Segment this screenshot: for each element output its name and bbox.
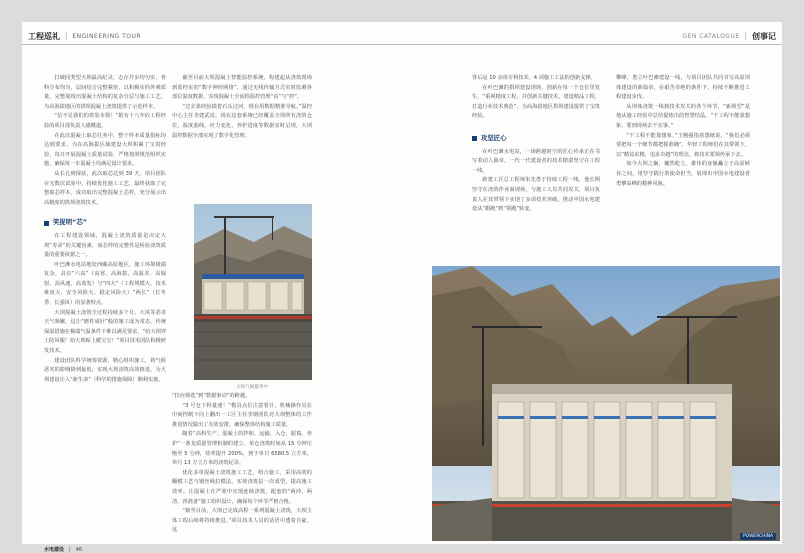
header-separator: | bbox=[65, 32, 68, 40]
left-header-title: 工程巡礼 bbox=[28, 31, 60, 41]
dam-panorama-illustration bbox=[432, 266, 780, 541]
right-column-1 bbox=[472, 74, 600, 282]
dam-crane-photo bbox=[194, 204, 312, 380]
paragraph: 在工程建设领域，混凝土浇筑质量是决定大坝“寿命”的关键因素，而芯样的完整性是检验浇筑质量的重要依据之一。 bbox=[44, 232, 166, 259]
left-header-subtitle: ENGINEERING TOUR bbox=[72, 32, 142, 40]
paragraph: “过去靠经验摸着石头过河，现在用数据精准导航。”温控中心主任李建武说，现在这套系统已经覆盖全坝所有浇筑仓位，温度曲线、应力变化、养护进度等数据实时呈现，大坝温控数据全部实现了数字化管理。 bbox=[172, 103, 312, 139]
paragraph: “3 号仓下料量速！”模具点位注意着日，机械操作员在中间控制下向上翻出一工区主任李钢团队对大坝整体的工作推进情况做出了有效安排，确保整体结构施工质量。 bbox=[172, 402, 312, 428]
section-square-icon bbox=[44, 221, 49, 226]
section-heading-2 bbox=[472, 134, 600, 144]
section-title: 攻坚匠心 bbox=[481, 133, 507, 142]
paragraph: “截至目前，大坝已完成高程一系列混凝土浇筑，大坝主体工程后续将持续推进。”项目技术人员的话语中透着自豪，这 bbox=[172, 508, 312, 534]
paragraph: “拉应筛选”到“数据驱动”的跨越。 bbox=[172, 393, 251, 399]
footer-brand: 水电建设 bbox=[44, 547, 65, 553]
left-column-1 bbox=[44, 74, 166, 542]
paragraph: 在叶巴滩水电站，一场跨越时空的匠心传承正在书写着动人篇章，一代一代建设者的技术精湛坚守在工程一线。 bbox=[472, 148, 600, 174]
paragraph: 截至目前大坝混凝土智能温控系统，构建起从浇筑现场到监控室的“数字神经网络”，通过无线传输方式实时监测各部位温度数据，实现混凝土全流程温控管理“看”与“控”。 bbox=[172, 75, 312, 101]
section-heading-1 bbox=[44, 218, 166, 228]
header-separator: | bbox=[744, 32, 747, 40]
paragraph: 从坝体浇筑一线到技术攻关的各个环节，“新坝型”是他从施工经验中总结提炼出的智慧结晶，“干工程不能靠想象，要到现场去干实事。” bbox=[616, 103, 750, 129]
footer-page-number: 46 bbox=[75, 546, 83, 553]
right-column-2 bbox=[616, 74, 750, 282]
footer-separator: | bbox=[69, 546, 71, 553]
left-header-rule bbox=[22, 44, 402, 45]
left-column-2-bottom bbox=[172, 392, 312, 542]
paragraph: 建设团队科学统筹资源，精心组织施工，将气候恶劣的影响降到最低，实现大坝浇筑高效推进，为大坝建设注入“新生命”（科学的措施保障）顺利实施。 bbox=[44, 357, 166, 383]
right-header bbox=[682, 30, 782, 42]
paragraph: “干工程不能靠想象，”王刚强指着图纸说，“我们必须要把每一个细节都把握准确”，年轻工程师们在其带领下，以“精益求精，追求卓越”的理念，将技术要领传承下去。 bbox=[616, 132, 750, 158]
paragraph: 随着“高科生产、混凝土的拌和、运输、入仓、振捣、养护”一条龙质量管理机制的建立，单仓浇筑时间从 15 分钟压缩至 5 分钟，效率提升 200%，到于单日 6580.5 立方米，单月 13 万立方米的浇筑纪录。 bbox=[172, 431, 312, 467]
left-header bbox=[22, 30, 141, 42]
left-footer bbox=[44, 546, 82, 553]
paragraph: 如今大坝之巅，巍然屹立，雄伟的身躯矗立于高原峡谷之间，用坚守践行着使命担当，展现出中国水电建设者勇攀高峰的精神风貌。 bbox=[616, 161, 750, 187]
paragraph: 在此次混凝土取芯任务中，整个样本质量指标均达到要求，为在高海拔区域建设大坝积累了宝贵经验，每日开展混凝土质量试验，严格按照规范组织实施，确保每一车混凝土均满足设计要求。 bbox=[44, 132, 166, 168]
dam-panorama-photo bbox=[432, 266, 780, 541]
right-header-title: 创事记 bbox=[752, 31, 776, 41]
right-header-subtitle: GEN CATALOGUE bbox=[682, 32, 740, 40]
paragraph: 优化多单混凝土浇筑施工工艺，组合施工，采用高效的翻模工艺与钢丝绳拉模法，实现浇筑层一次成型，提高施工效率。让混凝土在严寒中实现连续浇筑，配套的“两冲、两清、四准备”施工组织设计，确保每个环节严格合格。 bbox=[172, 469, 312, 505]
paragraph: 打破同类型大坝最高纪录，志存并步均匀实，骨科分布均匀，层间结合完整紧密，以积极实的外观质量，完整展现出混凝土结构的复杂分层与施工工艺，为高海拔地区的拱坝混凝土浇筑提供了示范样本。 bbox=[44, 75, 166, 110]
right-page bbox=[402, 22, 782, 544]
left-page bbox=[22, 22, 402, 553]
paragraph: 大坝混凝土浇筑全过程持续多个月，大风等恶劣天气频繁，这让“磨杵成针”般的施工成为常态，传统保温措施在极端气温条件下难以满足要求，“给大坝穿上防风服！给大坝贴上暖宝宝！”项目技术团队积极研发技术。 bbox=[44, 309, 167, 355]
paragraph: “信不足我们的着装本领！”据有十八年砼工程经验的项目部负责人感慨道。 bbox=[44, 113, 166, 129]
dam-crane-illustration bbox=[194, 204, 312, 380]
paragraph: 背后是 10 余项专利技术、4 项施工工法的创新支撑。 bbox=[472, 75, 596, 81]
left-column-2-top bbox=[172, 74, 312, 202]
section-square-icon bbox=[472, 136, 477, 141]
paragraph: 攀峰，勇立叶巴滩建设一线，与项目团队共同书写高原坝体建设的新篇章，在艰苦卓绝的条件下，持续不断推进工程建设步伐。 bbox=[616, 75, 750, 101]
right-header-rule bbox=[402, 44, 782, 45]
paragraph: 从长孔到探底，此次取芯达到 39 天，项目团队在无数次试验中，持续优化施工工艺，最终获取了完整取芯样本，成功取出完整混凝土芯样，充分展示出高精度的拱坝浇筑技术。 bbox=[44, 170, 166, 206]
paragraph: 距建工区总工程师朱先勇于持续工程一线，他长期坚守在浇筑作业面现场，与施工人员共同攻关，项目负责人在其带领下实现了多项技术突破，推动中国水电建设从“跟跑”到“领跑”转变。 bbox=[472, 177, 600, 213]
paragraph: 在叶巴滩的拱坝建设现场，创新在每一个仓位里发生，“重视精度工程，并创新关键技术，建设精品工程，打造行业技术典范”，为高海拔地区拱坝建设提供了宝贵经验。 bbox=[472, 84, 600, 120]
paragraph: 叶巴滩水电站地处西藏高原地区，施工环境极端复杂，具有“六高”（高寒、高海拔、高温差、高辐射、高风速、高蒸发）与“四大”（工程规模大、技术难度大、安全风险大、稳定风险大）“两长”（长冬季、长强风）的显著特点。 bbox=[44, 261, 166, 307]
photo1-caption: 大坝气候服务中 bbox=[236, 385, 269, 390]
section-title: 笑捉明“芯” bbox=[53, 218, 87, 227]
powerchina-logo: POWERCHINA bbox=[740, 533, 776, 540]
